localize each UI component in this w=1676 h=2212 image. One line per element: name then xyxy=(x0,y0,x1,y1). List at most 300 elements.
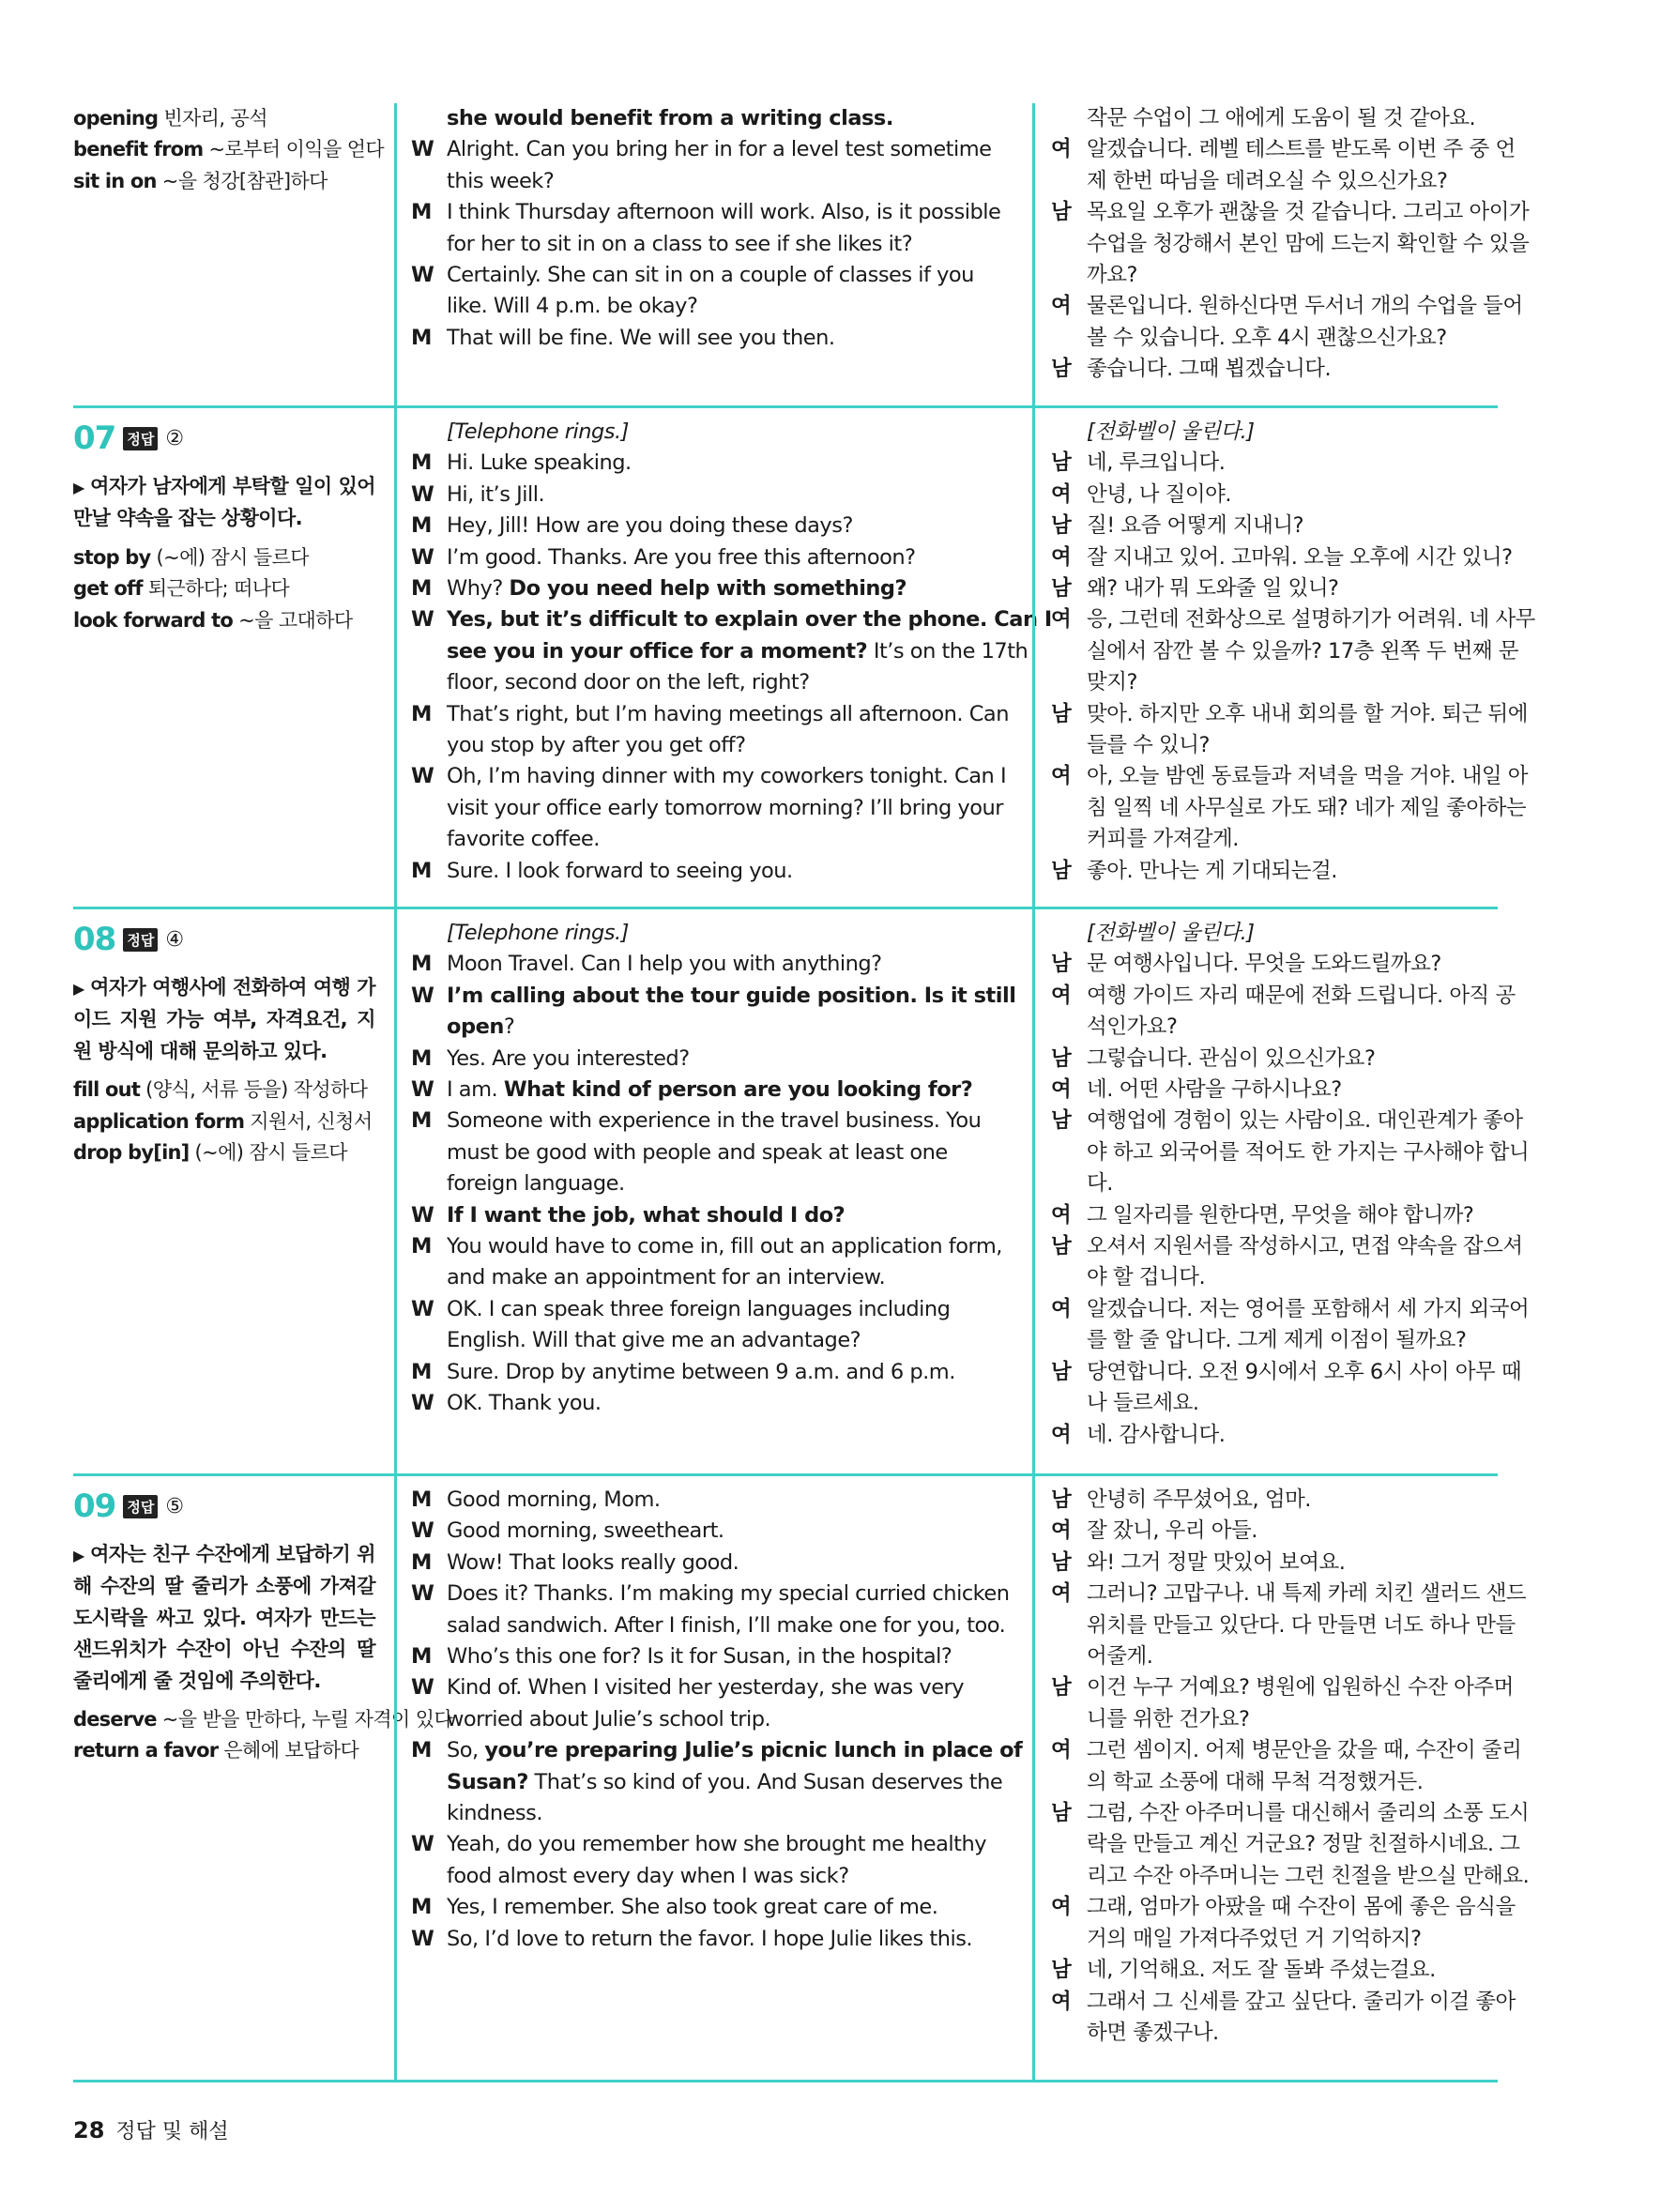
script-text xyxy=(447,1357,1087,1388)
key-phrase: Yes, but it’s difficult to explain over the phone. Can I xyxy=(447,607,1052,633)
speaker-label: 여 xyxy=(1051,1989,1072,2014)
speaker-label: 남 xyxy=(1051,357,1072,382)
translation-line xyxy=(1051,1548,1498,1579)
speaker-label xyxy=(1051,229,1087,260)
script-segment: Sure. I look forward to seeing you. xyxy=(447,858,793,883)
speaker-label xyxy=(1051,417,1087,448)
script-line xyxy=(411,103,1087,134)
speaker-label xyxy=(1051,730,1087,761)
translation-line xyxy=(1051,1137,1530,1168)
script-segment: Sure. Drop by anytime between 9 a.m. and 6 p.m. xyxy=(447,1359,955,1384)
speaker-label: W xyxy=(411,607,434,633)
translation-text: 니를 위한 건가요? xyxy=(1087,1706,1250,1731)
translation-line xyxy=(1051,1767,1498,1798)
question-summary: ▶ 여자가 남자에게 부탁할 일이 있어 만날 약속을 잡는 상황이다. xyxy=(73,475,375,530)
speaker-label xyxy=(411,1012,447,1043)
page-number: 28 xyxy=(73,2117,105,2143)
translation-line xyxy=(1051,1672,1514,1703)
script-text xyxy=(447,1516,1087,1547)
section-06-continued xyxy=(73,103,1530,404)
speaker-label: 남 xyxy=(1051,450,1072,476)
translation-line xyxy=(1051,761,1528,792)
speaker-label: W xyxy=(411,1296,434,1321)
speaker-label: M xyxy=(411,450,432,476)
script-line xyxy=(411,229,1087,260)
question-header xyxy=(73,417,375,460)
script-line xyxy=(411,1829,1087,1860)
speaker-label: 남 xyxy=(1051,1045,1072,1071)
section-08 xyxy=(73,918,1530,1462)
script-text xyxy=(447,1610,1087,1641)
translation-text: 그래서 그 신세를 갚고 싶단다. 줄리가 이걸 좋아 xyxy=(1087,1989,1516,2014)
speaker-label xyxy=(411,824,447,855)
section-divider xyxy=(73,405,1498,408)
script-text xyxy=(447,542,1087,573)
key-phrase: you’re preparing Julie’s picnic lunch in place of xyxy=(484,1738,1023,1763)
vocab-item xyxy=(73,134,385,165)
speaker-label xyxy=(1051,667,1087,698)
script-line xyxy=(411,1106,1087,1137)
speaker-label xyxy=(1051,824,1087,855)
speaker-label xyxy=(1051,1325,1087,1356)
translation-text: 침 일찍 네 사무실로 가도 돼? 네가 제일 좋아하는 xyxy=(1087,795,1527,820)
translation-text: 알겠습니다. 저는 영어를 포함해서 세 가지 외국어 xyxy=(1087,1296,1530,1321)
answer-choice: ④ xyxy=(165,927,185,952)
speaker-label xyxy=(1051,2018,1087,2049)
script-line xyxy=(411,323,1087,354)
script-line xyxy=(411,480,1087,511)
translation-line xyxy=(1051,573,1498,604)
translation-text: 리고 수잔 아주머니는 그런 친절을 받으실 만해요. xyxy=(1087,1863,1530,1888)
script-segment: Does it? Thanks. I’m making my special curried chicken xyxy=(447,1581,1010,1607)
script-segment: Yes, I remember. She also took great care of me. xyxy=(447,1895,938,1920)
translation-text: 그러니? 고맙구나. 내 특제 카레 치킨 샐러드 샌드 xyxy=(1087,1581,1527,1607)
script-text xyxy=(447,949,1087,980)
translation-text: 그래, 엄마가 아팠을 때 수잔이 몸에 좋은 음식을 xyxy=(1087,1895,1516,1920)
script-segment: you stop by after you get off? xyxy=(447,733,746,758)
translation-line xyxy=(1051,1325,1498,1356)
script-text xyxy=(447,604,1087,635)
script-text xyxy=(447,1861,1087,1892)
translation-line xyxy=(1051,793,1527,824)
translation-text: 야 할 겁니다. xyxy=(1087,1265,1206,1290)
script-segment: Good morning, sweetheart. xyxy=(447,1518,724,1544)
script-line xyxy=(411,1262,1087,1293)
key-phrase: open xyxy=(447,1014,504,1040)
script-line xyxy=(411,134,1087,165)
speaker-label: 여 xyxy=(1051,1202,1072,1228)
script-segment: Yeah, do you remember how she brought me healthy xyxy=(447,1832,987,1857)
script-segment: I am. xyxy=(447,1077,504,1103)
vocab-word: sit in on xyxy=(73,169,157,192)
translation-text: 볼 수 있습니다. 오후 4시 괜찮으신가요? xyxy=(1087,325,1447,350)
translation-text: 야 하고 외국어를 적어도 한 가지는 구사해야 합니 xyxy=(1087,1139,1530,1165)
translation-line xyxy=(1051,448,1498,479)
speaker-label: 남 xyxy=(1051,1487,1072,1512)
translation-line xyxy=(1051,1798,1530,1829)
section-07 xyxy=(73,417,1535,905)
speaker-label xyxy=(411,291,447,322)
script-text xyxy=(447,323,1087,354)
script-segment: Hi. Luke speaking. xyxy=(447,450,632,476)
script-segment: Why? xyxy=(447,576,510,602)
translation-text: [전화벨이 울린다.] xyxy=(1087,420,1255,444)
translation-text: 좋습니다. 그때 뵙겠습니다. xyxy=(1087,357,1332,382)
speaker-label xyxy=(1051,1641,1087,1672)
translation-line xyxy=(1051,667,1498,698)
script-line xyxy=(411,1735,1087,1766)
script-text xyxy=(447,856,1087,887)
vocab-item xyxy=(73,166,375,197)
script-line xyxy=(411,1892,1087,1923)
speaker-label xyxy=(1051,1168,1087,1199)
vocab-word: stop by xyxy=(73,545,151,569)
speaker-label xyxy=(1051,636,1087,667)
translation-text: 나 들르세요. xyxy=(1087,1391,1199,1416)
vocab-word: drop by[in] xyxy=(73,1141,190,1165)
translation-text: 락을 만들고 계신 거군요? 정말 친절하시네요. 그 xyxy=(1087,1832,1520,1857)
question-info-column xyxy=(73,417,375,636)
translation-text: 수업을 청강해서 본인 맘에 드는지 확인할 수 있을 xyxy=(1087,231,1530,256)
english-script-column xyxy=(411,417,1087,887)
speaker-label xyxy=(411,918,447,949)
translation-line xyxy=(1051,1262,1498,1293)
translation-text: 여행 가이드 자리 때문에 전화 드립니다. 아직 공 xyxy=(1087,983,1516,1008)
script-line xyxy=(411,793,1087,824)
speaker-label: 남 xyxy=(1051,576,1072,602)
translation-line xyxy=(1051,949,1498,980)
script-line xyxy=(411,1516,1087,1547)
script-line xyxy=(411,604,1087,635)
script-text xyxy=(447,1231,1087,1262)
speaker-label: W xyxy=(411,263,434,288)
speaker-label xyxy=(1051,1924,1087,1955)
question-info-column xyxy=(73,918,375,1168)
translation-text: 잘 지내고 있어. 고마워. 오늘 오후에 시간 있니? xyxy=(1087,544,1513,570)
translation-line xyxy=(1051,604,1535,635)
script-text xyxy=(447,511,1087,542)
speaker-label: 남 xyxy=(1051,200,1072,225)
speaker-label: 남 xyxy=(1051,1359,1072,1384)
script-segment: [Telephone rings.] xyxy=(447,921,629,945)
speaker-label: M xyxy=(411,1738,432,1763)
script-line xyxy=(411,918,1087,949)
translation-text: 좋아. 만나는 게 기대되는걸. xyxy=(1087,858,1337,883)
script-line xyxy=(411,1704,1087,1735)
speaker-label: W xyxy=(411,983,434,1008)
script-text xyxy=(447,1075,1087,1106)
script-text xyxy=(447,1294,1087,1325)
translation-line xyxy=(1051,417,1498,448)
speaker-label: M xyxy=(411,1549,432,1575)
question-number: 07 xyxy=(73,420,116,457)
vocab-definition: 지원서, 신청서 xyxy=(250,1109,373,1133)
translation-line xyxy=(1051,730,1498,761)
translation-line xyxy=(1051,1924,1498,1955)
script-segment: Someone with experience in the travel business. You xyxy=(447,1108,982,1134)
script-text xyxy=(447,730,1087,761)
script-segment: Hi, it’s Jill. xyxy=(447,481,545,507)
script-line xyxy=(411,1168,1087,1199)
script-line xyxy=(411,1861,1087,1892)
speaker-label xyxy=(411,1767,447,1798)
translation-line xyxy=(1051,1168,1498,1199)
script-segment: That will be fine. We will see you then. xyxy=(447,325,835,350)
speaker-label: 여 xyxy=(1051,1296,1072,1321)
translation-line xyxy=(1051,1294,1530,1325)
section-divider xyxy=(73,2080,1498,2082)
translation-text: 왜? 내가 뭐 도와줄 일 있니? xyxy=(1087,576,1339,602)
korean-translation-column xyxy=(1051,103,1530,386)
script-line xyxy=(411,1137,1087,1168)
script-line xyxy=(411,1357,1087,1388)
translation-line xyxy=(1051,229,1530,260)
translation-text: 들를 수 있니? xyxy=(1087,733,1210,758)
script-segment: It’s on the 17th xyxy=(867,638,1028,664)
vocab-definition: 은혜에 보답하다 xyxy=(223,1739,359,1762)
script-text xyxy=(447,793,1087,824)
speaker-label: 여 xyxy=(1051,607,1072,633)
translation-text: 안녕, 나 질이야. xyxy=(1087,481,1232,507)
speaker-label: M xyxy=(411,513,432,539)
script-line xyxy=(411,1294,1087,1325)
translation-text: 실에서 잠깐 볼 수 있을까? 17층 왼쪽 두 번째 문 xyxy=(1087,638,1518,664)
question-number: 08 xyxy=(73,921,116,958)
speaker-label: W xyxy=(411,1518,434,1544)
translation-line xyxy=(1051,1641,1498,1672)
script-line xyxy=(411,260,1087,291)
question-header xyxy=(73,1485,375,1528)
speaker-label: 여 xyxy=(1051,1738,1072,1763)
speaker-label: 남 xyxy=(1051,701,1072,726)
speaker-label: 남 xyxy=(1051,1549,1072,1575)
translation-line xyxy=(1051,1516,1498,1547)
translation-text: 네. 어떤 사람을 구하시나요? xyxy=(1087,1077,1342,1103)
script-segment: and make an appointment for an interview. xyxy=(447,1265,886,1290)
translation-line xyxy=(1051,1200,1498,1231)
footer-label: 정답 및 해설 xyxy=(115,2120,229,2143)
translation-line xyxy=(1051,1357,1522,1388)
speaker-label: W xyxy=(411,764,434,789)
speaker-label xyxy=(1051,1704,1087,1735)
script-line xyxy=(411,1231,1087,1262)
vocab-definition: (양식, 서류 등을) 작성하다 xyxy=(145,1078,368,1102)
speaker-label xyxy=(1051,1767,1087,1798)
script-line xyxy=(411,824,1087,855)
script-line xyxy=(411,1075,1087,1106)
speaker-label xyxy=(411,730,447,761)
speaker-label xyxy=(1051,793,1087,824)
speaker-label: W xyxy=(411,1832,434,1857)
vocab-item xyxy=(73,542,375,573)
script-text xyxy=(447,448,1087,479)
speaker-label: 여 xyxy=(1051,137,1072,162)
korean-translation-column xyxy=(1051,918,1530,1451)
translation-line xyxy=(1051,1075,1498,1106)
speaker-label: M xyxy=(411,200,432,225)
script-segment: Yes. Are you interested? xyxy=(447,1045,690,1071)
translation-line xyxy=(1051,1829,1520,1860)
translation-text: 커피를 가져갈게. xyxy=(1087,827,1239,852)
script-line xyxy=(411,1579,1087,1609)
vocab-word: opening xyxy=(73,107,159,130)
speaker-label: 남 xyxy=(1051,1675,1072,1701)
korean-translation-column xyxy=(1051,417,1535,887)
script-line xyxy=(411,1485,1087,1516)
translation-line xyxy=(1051,511,1498,542)
vocab-item xyxy=(73,1075,375,1106)
script-text xyxy=(447,699,1087,730)
speaker-label: M xyxy=(411,1045,432,1071)
translation-line xyxy=(1051,291,1523,322)
script-text xyxy=(447,1924,1087,1955)
question-header xyxy=(73,918,375,961)
speaker-label xyxy=(1051,103,1087,134)
script-segment: OK. Thank you. xyxy=(447,1391,602,1416)
script-line xyxy=(411,1325,1087,1356)
english-script-column xyxy=(411,918,1087,1420)
script-segment: visit your office early tomorrow morning? I’ll bring your xyxy=(447,795,1003,820)
vocab-item xyxy=(73,1106,375,1137)
answer-badge: 정답 xyxy=(123,427,158,450)
vocab-definition: (~에) 잠시 들르다 xyxy=(156,545,309,569)
script-segment: favorite coffee. xyxy=(447,827,600,852)
script-text xyxy=(447,1485,1087,1516)
speaker-label: 여 xyxy=(1051,1422,1072,1447)
translation-text: 위치를 만들고 있단다. 다 만들면 너도 하나 만들 xyxy=(1087,1612,1516,1638)
speaker-label: 여 xyxy=(1051,983,1072,1008)
vocab-definition: ~을 청강[참관]하다 xyxy=(161,169,328,192)
translation-text: 의 학교 소풍에 대해 무척 걱정했거든. xyxy=(1087,1769,1424,1794)
speaker-label xyxy=(1051,1388,1087,1419)
script-line xyxy=(411,1798,1087,1829)
translation-line xyxy=(1051,1987,1516,2018)
vocab-item xyxy=(73,1704,453,1735)
speaker-label xyxy=(411,1168,447,1199)
column-divider-right xyxy=(1032,103,1035,2082)
translation-text: 그런 셈이지. 어제 병문안을 갔을 때, 수잔이 줄리 xyxy=(1087,1738,1522,1763)
speaker-label xyxy=(1051,1610,1087,1641)
question-info-column xyxy=(73,1485,453,1767)
speaker-label xyxy=(411,1610,447,1641)
speaker-label: W xyxy=(411,1077,434,1103)
script-text xyxy=(447,166,1087,197)
translation-line xyxy=(1051,197,1530,228)
translation-text: 작문 수업이 그 애에게 도움이 될 것 같아요. xyxy=(1087,106,1476,130)
triangle-bullet-icon: ▶ xyxy=(73,479,85,496)
script-line xyxy=(411,1388,1087,1419)
key-phrase: see you in your office for a moment? xyxy=(447,638,868,664)
script-segment: Who’s this one for? Is it for Susan, in the hospital? xyxy=(447,1644,952,1670)
script-text xyxy=(447,1044,1087,1075)
section-divider xyxy=(73,907,1498,909)
script-segment: for her to sit in on a class to see if she likes it? xyxy=(447,231,913,256)
speaker-label xyxy=(411,1137,447,1168)
script-line xyxy=(411,1767,1087,1798)
speaker-label xyxy=(1051,1137,1087,1168)
speaker-label xyxy=(411,1262,447,1293)
script-text xyxy=(447,229,1087,260)
vocab-definition: 빈자리, 공석 xyxy=(163,107,267,130)
speaker-label xyxy=(411,417,447,448)
script-line xyxy=(411,949,1087,980)
script-line xyxy=(411,573,1087,604)
column-divider-left xyxy=(394,103,397,2082)
translation-line xyxy=(1051,824,1498,855)
script-text xyxy=(447,1735,1087,1766)
translation-line xyxy=(1051,1420,1498,1451)
script-text xyxy=(447,260,1087,291)
script-text xyxy=(447,197,1087,228)
script-text xyxy=(447,1641,1087,1672)
translation-text: 물론입니다. 원하신다면 두서너 개의 수업을 들어 xyxy=(1087,294,1523,319)
translation-text: 알겠습니다. 레벨 테스트를 받도록 이번 주 중 언 xyxy=(1087,137,1516,162)
script-line xyxy=(411,699,1087,730)
script-text xyxy=(447,1767,1087,1798)
script-line xyxy=(411,1200,1087,1231)
english-script-column xyxy=(411,103,1087,354)
translation-text: 다. xyxy=(1087,1171,1113,1197)
translation-text: 를 할 줄 압니다. 그게 제게 이점이 될까요? xyxy=(1087,1328,1467,1353)
translation-text: 네. 감사합니다. xyxy=(1087,1422,1226,1447)
speaker-label: M xyxy=(411,1108,432,1134)
vocab-column xyxy=(73,103,385,197)
script-line xyxy=(411,166,1087,197)
script-line xyxy=(411,1924,1087,1955)
speaker-label: W xyxy=(411,1926,434,1951)
script-line xyxy=(411,291,1087,322)
translation-line xyxy=(1051,1579,1527,1609)
translation-line xyxy=(1051,1231,1523,1262)
script-line xyxy=(411,667,1087,698)
script-line xyxy=(411,1012,1087,1043)
speaker-label xyxy=(1051,1829,1087,1860)
vocab-word: get off xyxy=(73,577,143,601)
translation-text: 여행업에 경험이 있는 사람이요. 대인관계가 좋아 xyxy=(1087,1108,1523,1134)
section-divider xyxy=(73,1473,1498,1476)
vocab-definition: (~에) 잠시 들르다 xyxy=(194,1141,347,1165)
question-number: 09 xyxy=(73,1487,116,1525)
script-line xyxy=(411,1641,1087,1672)
script-segment: food almost every day when I was sick? xyxy=(447,1863,849,1888)
translation-text: 석인가요? xyxy=(1087,1014,1178,1040)
speaker-label: M xyxy=(411,576,432,602)
question-summary: ▶ 여자가 여행사에 전화하여 여행 가이드 지원 가능 여부, 자격요건, 지원 방식에 대해 문의하고 있다. xyxy=(73,976,375,1062)
vocab-definition: ~을 받을 만하다, 누릴 자격이 있다 xyxy=(161,1708,453,1731)
translation-line xyxy=(1051,1861,1530,1892)
script-text xyxy=(447,1388,1087,1419)
speaker-label: W xyxy=(411,137,434,162)
script-segment: floor, second door on the left, right? xyxy=(447,670,810,695)
question-summary: ▶ 여자는 친구 수잔에게 보답하기 위해 수잔의 딸 줄리가 소풍에 가져갈 도시락을 싸고 있다. 여자가 만드는 샌드위치가 수잔이 아닌 수잔의 딸 줄리에게 줄 것임에 주의한다. xyxy=(73,1543,375,1692)
translation-line xyxy=(1051,166,1498,197)
translation-text: 네, 루크입니다. xyxy=(1087,450,1226,476)
answer-choice: ⑤ xyxy=(165,1494,185,1518)
speaker-label: 여 xyxy=(1051,1581,1072,1607)
translation-line xyxy=(1051,480,1498,511)
translation-line xyxy=(1051,134,1516,165)
speaker-label: 여 xyxy=(1051,294,1072,319)
script-line xyxy=(411,1548,1087,1579)
script-text xyxy=(447,1548,1087,1579)
translation-line xyxy=(1051,1106,1523,1137)
script-segment: Oh, I’m having dinner with my coworkers tonight. Can I xyxy=(447,764,1007,789)
script-segment: That’s so kind of you. And Susan deserves the xyxy=(527,1769,1003,1794)
translation-text: 아, 오늘 밤엔 동료들과 저녁을 먹을 거야. 내일 아 xyxy=(1087,764,1528,789)
speaker-label: M xyxy=(411,952,432,977)
speaker-label xyxy=(411,1704,447,1735)
translation-text: 까요? xyxy=(1087,263,1137,288)
